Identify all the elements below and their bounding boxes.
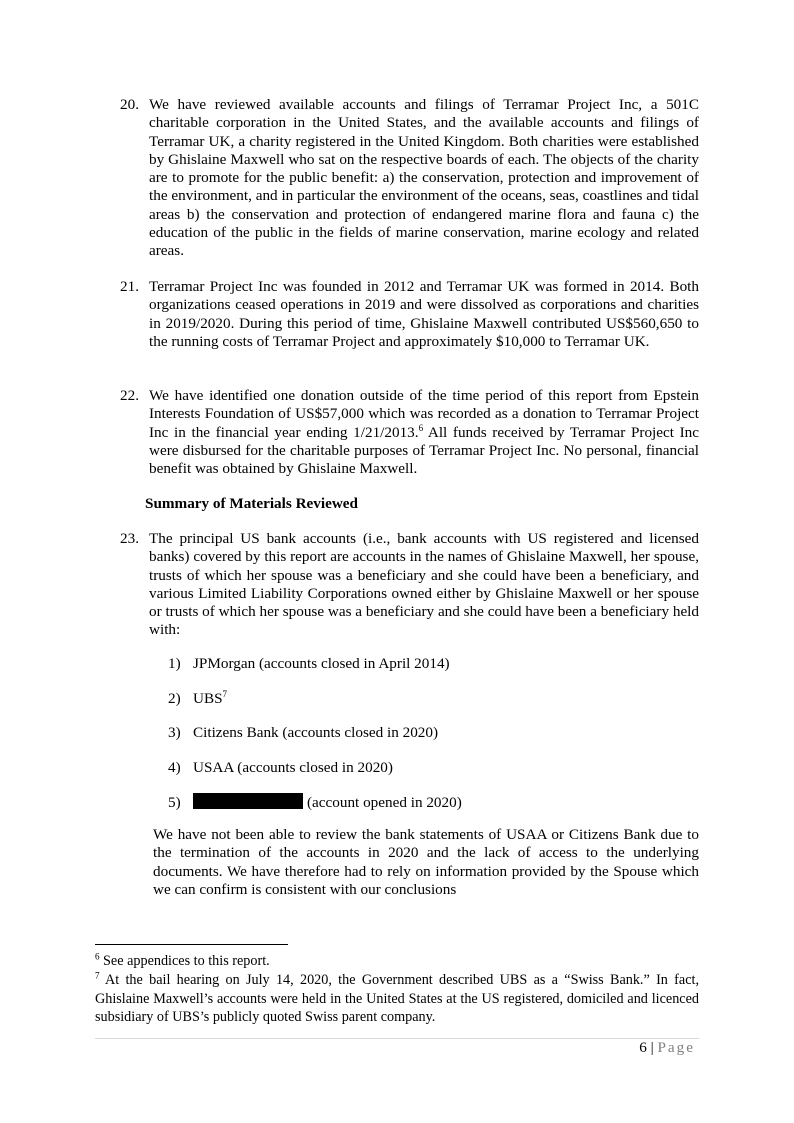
page-label: Page — [657, 1039, 695, 1056]
list-item — [168, 793, 462, 812]
list-item-text: (account opened in 2020) — [307, 794, 462, 811]
footnote-mark: 7 — [95, 970, 100, 981]
list-item — [168, 724, 438, 742]
footnote-6 — [95, 952, 699, 971]
footnote-text: See appendices to this report. — [99, 953, 270, 969]
page-number-separator: | — [650, 1039, 654, 1056]
footnote-7 — [95, 971, 699, 1027]
list-item-text: Citizens Bank (accounts closed in 2020) — [193, 724, 439, 741]
footnote-mark: 6 — [95, 951, 100, 962]
list-item — [168, 759, 393, 777]
list-item-number: 4) — [168, 759, 181, 776]
paragraph-number: 23. — [120, 530, 139, 547]
paragraph-number: 20. — [120, 96, 139, 113]
paragraph-22 — [120, 387, 699, 478]
paragraph-text: The principal US bank accounts (i.e., bank accounts with US registered and licensed banks) covered by this report are accounts in the names of Ghislaine Maxwell, her spouse, trusts of which her spouse was a beneficiary and she could have been a beneficiary, and various Limited Liability Corporations owned either by Ghislaine Maxwell or her spouse or trusts of which her spouse was a beneficiary and she could have been a beneficiary held with: — [149, 530, 699, 639]
paragraph-text: We have reviewed available accounts and filings of Terramar Project Inc, a 501C charitable corporation in the United States, and the available accounts and filings of Terramar UK, a charity registered in the United Kingdom. Both charities were established by Ghislaine Maxwell who sat on the respective boards of each. The objects of the charity are to promote for the public benefit: a) the conservation, protection and improvement of the environment, and in particular the environment of the oceans, seas, coastlines and tidal areas b) the conservation and protection of endangered marine flora and fauna c) the education of the public in the fields of marine conservation, marine ecology and related areas. — [149, 96, 699, 260]
paragraph-text-part: We have identified one donation outside of the time period of this report from Epstein Interests Foundation of US$57,000 which was recorded as a donation to Terramar Project Inc in the financial year ending 1/21/2013. — [149, 387, 699, 441]
paragraph-23 — [120, 530, 699, 640]
list-item-number: 3) — [168, 724, 181, 741]
list-item-number: 5) — [168, 794, 181, 811]
paragraph-21 — [120, 278, 699, 351]
footer-divider — [95, 1038, 699, 1039]
limitation-note: We have not been able to review the bank statements of USAA or Citizens Bank due to the termination of the accounts in 2020 and the lack of access to the underlying documents. We have therefore had to rely on information provided by the Spouse which we can confirm is consistent with our conclusions — [153, 826, 699, 898]
list-item — [168, 655, 450, 673]
footnote-separator — [95, 944, 288, 945]
list-item-number: 2) — [168, 690, 181, 707]
footnote-ref-6[interactable]: 6 — [418, 422, 424, 433]
page-number-value: 6 — [639, 1039, 647, 1056]
list-item-text: UBS — [193, 690, 223, 707]
paragraph-text-part: All funds received by Terramar Project Inc were disbursed for the charitable purposes of Terramar Project Inc. No personal, financial benefit was obtained by Ghislaine Maxwell. — [149, 423, 699, 478]
redaction-block — [193, 793, 303, 809]
footnote-text: At the bail hearing on July 14, 2020, the Government described UBS as a “Swiss Bank.” In fact, Ghislaine Maxwell’s accounts were held in the United States at the US registered, domiciled and licenced subsidiary of UBS’s publicly quoted Swiss parent company. — [95, 972, 699, 1026]
paragraph-20 — [120, 96, 699, 261]
paragraph-number: 21. — [120, 278, 139, 295]
paragraph-number: 22. — [120, 387, 139, 404]
paragraph-text: Terramar Project Inc was founded in 2012 and Terramar UK was formed in 2014. Both organizations ceased operations in 2019 and were dissolved as corporations and charities in 2019/2020. During this period of time, Ghislaine Maxwell contributed US$560,650 to the running costs of Terramar Project and approximately $10,000 to Terramar UK. — [149, 278, 699, 350]
footnote-ref-7[interactable]: 7 — [222, 688, 228, 699]
list-item-number: 1) — [168, 655, 181, 672]
list-item — [168, 690, 227, 708]
list-item-text: JPMorgan (accounts closed in April 2014) — [193, 655, 450, 672]
paragraph-text — [149, 387, 699, 478]
section-heading: Summary of Materials Reviewed — [145, 495, 358, 512]
list-item-text: USAA (accounts closed in 2020) — [193, 759, 393, 776]
page-number — [639, 1039, 695, 1057]
